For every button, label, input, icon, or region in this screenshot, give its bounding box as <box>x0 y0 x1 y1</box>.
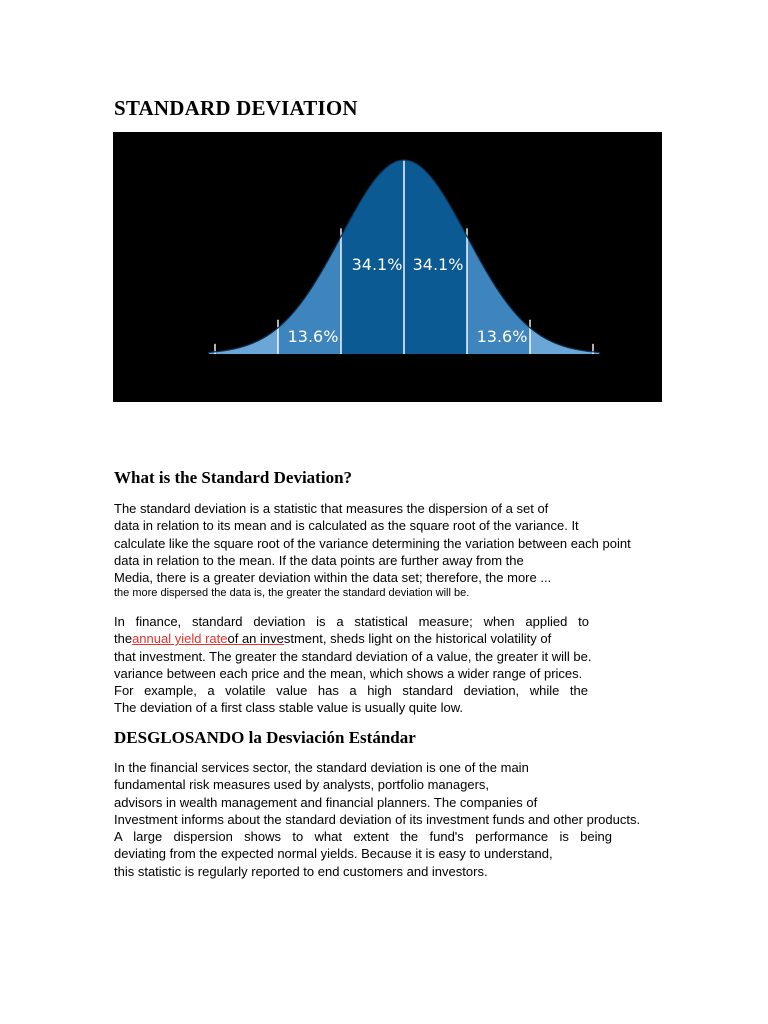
text-line: In the financial services sector, the standard deviation is one of the main <box>114 760 529 775</box>
annual-yield-rate-link[interactable]: annual yield rate <box>132 631 228 647</box>
text-line: A large dispersion shows to what extent the fund's performance is being <box>114 829 612 845</box>
label-left-34-1: 34.1% <box>351 255 403 274</box>
text-mid: of an inve <box>227 631 284 647</box>
text-line: data in relation to the mean. If the data points are further away from the <box>114 552 524 568</box>
text-prefix: the <box>114 631 133 647</box>
text-line: deviating from the expected normal yields. Because it is easy to understand, <box>114 846 553 862</box>
text-line: data in relation to its mean and is calculated as the square root of the variance. It <box>114 518 579 534</box>
text-line: The deviation of a first class stable value is usually quite low. <box>114 700 464 716</box>
text-line-with-link <box>114 630 679 647</box>
label-right-13-6: 13.6% <box>476 327 528 346</box>
paragraph-finance <box>114 613 679 717</box>
text-line: Investment informs about the standard deviation of its investment funds and other products. <box>114 811 641 827</box>
text-line: The standard deviation is a statistic that measures the dispersion of a set of <box>114 501 549 516</box>
sigma-dividers <box>215 160 593 354</box>
normal-distribution-figure <box>113 132 662 402</box>
text-line: that investment. The greater the standard deviation of a value, the greater it will be. <box>114 648 592 664</box>
annual-yield-rate-link-group[interactable] <box>132 631 284 646</box>
text-line: fundamental risk measures used by analysts, portfolio managers, <box>114 777 490 793</box>
section-heading-desglosando: DESGLOSANDO la Desviación Estándar <box>114 728 416 747</box>
text-line: variance between each price and the mean, which shows a wider range of prices. <box>114 665 583 681</box>
text-line: In finance, standard deviation is a statistical measure; when applied to <box>114 614 589 629</box>
text-line: this statistic is regularly reported to end customers and investors. <box>114 863 488 879</box>
band-right-outer <box>530 328 599 354</box>
bell-curve-chart <box>113 132 662 402</box>
label-right-34-1: 34.1% <box>412 255 464 274</box>
page-title: STANDARD DEVIATION <box>114 96 358 120</box>
text-line: the more dispersed the data is, the greater the standard deviation will be. <box>114 587 470 600</box>
section-heading-what-is: What is the Standard Deviation? <box>114 468 353 487</box>
label-left-13-6: 13.6% <box>287 327 339 346</box>
text-line: advisors in wealth management and financial planners. The companies of <box>114 794 538 810</box>
paragraph-financial-services <box>114 759 679 880</box>
text-suffix: stment, sheds light on the historical volatility of <box>283 631 552 647</box>
text-line: Media, there is a greater deviation within the data set; therefore, the more ... <box>114 570 552 586</box>
text-line: For example, a volatile value has a high standard deviation, while the <box>114 683 588 699</box>
band-left-outer <box>209 328 278 354</box>
paragraph-definition <box>114 500 679 601</box>
text-line: calculate like the square root of the variance determining the variation between each point <box>114 535 631 551</box>
